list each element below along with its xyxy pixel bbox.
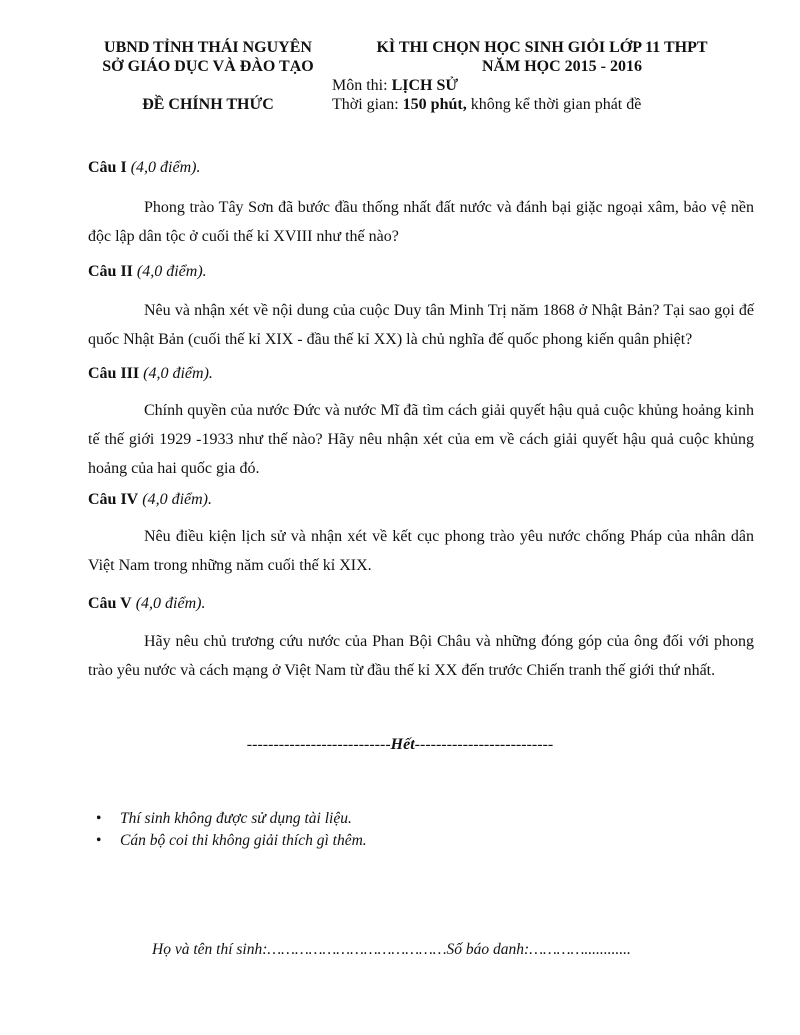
time-label: Thời gian: xyxy=(332,96,403,113)
department-name: SỞ GIÁO DỤC VÀ ĐÀO TẠO xyxy=(102,58,314,75)
exam-title: KÌ THI CHỌN HỌC SINH GIỎI LỚP 11 THPT xyxy=(376,39,708,56)
question-3-title: Câu III (4,0 điểm). xyxy=(88,365,213,382)
candidate-info-line xyxy=(152,941,631,959)
list-item: • Thí sinh không được sử dụng tài liệu. xyxy=(96,808,367,830)
candidate-id-dots: …………............ xyxy=(529,941,631,958)
time-line xyxy=(332,95,752,114)
subject-label: Môn thi: xyxy=(332,77,392,94)
time-value: 150 phút, xyxy=(402,96,467,113)
school-year: NĂM HỌC 2015 - 2016 xyxy=(482,58,642,75)
time-note: không kể thời gian phát đề xyxy=(466,96,642,113)
question-1-text: Phong trào Tây Sơn đã bước đầu thống nhất đất nước và đánh bại giặc ngoại xâm, bảo vệ nền độc lập dân tộc ở cuối thế kỉ XVIII như thế nào? xyxy=(88,199,754,245)
end-marker: ---------------------------Hết-------------------------- xyxy=(246,736,554,753)
question-3-text: Chính quyền của nước Đức và nước Mĩ đã tìm cách giải quyết hậu quả cuộc khủng hoảng kinh tế thế giới 1929 -1933 như thế nào? Hãy nêu nhận xét của em về cách giải quyết hậu quả cuộc khủng hoảng của hai quốc gia đó. xyxy=(88,402,754,477)
question-4-title: Câu IV (4,0 điểm). xyxy=(88,491,212,508)
authority-name: UBND TỈNH THÁI NGUYÊN xyxy=(104,39,312,56)
subject-value: LỊCH SỬ xyxy=(391,77,459,94)
question-5-title: Câu V (4,0 điểm). xyxy=(88,595,206,612)
question-5-text: Hãy nêu chủ trương cứu nước của Phan Bội Châu và những đóng góp của ông đối với phong trào yêu nước và cách mạng ở Việt Nam từ đầu thế kỉ XX đến trước Chiến tranh thế giới thứ nhất. xyxy=(88,633,754,679)
list-item: • Cán bộ coi thi không giải thích gì thêm. xyxy=(96,830,367,852)
end-word: Hết xyxy=(390,736,415,753)
bullet-icon: • xyxy=(96,810,102,827)
candidate-name-label: Họ và tên thí sinh: xyxy=(152,941,268,958)
question-2-title: Câu II (4,0 điểm). xyxy=(88,263,207,280)
official-label: ĐỀ CHÍNH THỨC xyxy=(142,96,274,113)
candidate-name-dots: ………………………………… xyxy=(267,941,447,958)
notes-list xyxy=(96,808,367,852)
header-left xyxy=(88,38,328,114)
question-2-text: Nêu và nhận xét về nội dung của cuộc Duy tân Minh Trị năm 1868 ở Nhật Bản? Tại sao gọi đế quốc Nhật Bản (cuối thế kỉ XIX - đầu thế kỉ XX) là chủ nghĩa đế quốc phong kiến quân phiệt? xyxy=(88,302,754,348)
question-1-title: Câu I (4,0 điểm). xyxy=(88,159,201,176)
bullet-icon: • xyxy=(96,832,102,849)
header-right xyxy=(332,38,752,114)
candidate-id-label: Số báo danh: xyxy=(446,941,530,958)
subject-line xyxy=(332,76,752,95)
question-4-text: Nêu điều kiện lịch sử và nhận xét về kết cục phong trào yêu nước chống Pháp của nhân dân Việt Nam trong những năm cuối thế kỉ XIX. xyxy=(88,528,754,574)
